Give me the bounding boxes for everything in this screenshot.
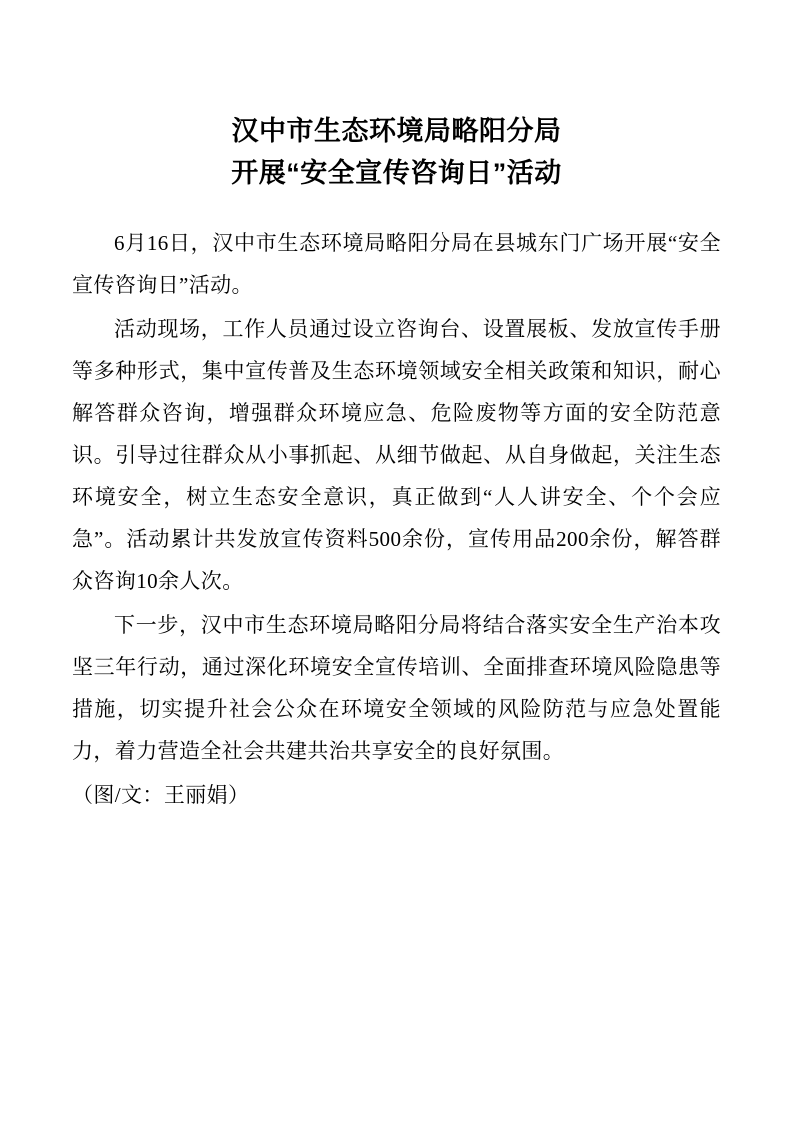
- title-line-2: 开展“安全宣传咨询日”活动: [231, 158, 562, 188]
- paragraph-2: 活动现场，工作人员通过设立咨询台、设置展板、发放宣传手册等多种形式，集中宣传普及生态环境领域安全相关政策和知识，耐心解答群众咨询，增强群众环境应急、危险废物等方面的安全防范意识。引导过往群众从小事抓起、从细节做起、从自身做起，关注生态环境安全，树立生态安全意识，真正做到“人人讲安全、个个会应急”。活动累计共发放宣传资料500余份，宣传用品200余份，解答群众咨询10余人次。: [72, 317, 721, 593]
- document-title: [0, 110, 793, 194]
- document-body: [72, 222, 721, 818]
- byline: （图/文：王丽娟）: [72, 783, 250, 807]
- paragraph-1: 6月16日，汉中市生态环境局略阳分局在县城东门广场开展“安全宣传咨询日”活动。: [72, 231, 721, 297]
- title-line-1: 汉中市生态环境局略阳分局: [231, 116, 562, 146]
- page-title: [0, 110, 793, 194]
- paragraph-3: 下一步，汉中市生态环境局略阳分局将结合落实安全生产治本攻坚三年行动，通过深化环境安全宣传培训、全面排查环境风险隐患等措施，切实提升社会公众在环境安全领域的风险防范与应急处置能力，着力营造全社会共建共治共享安全的良好氛围。: [72, 613, 721, 763]
